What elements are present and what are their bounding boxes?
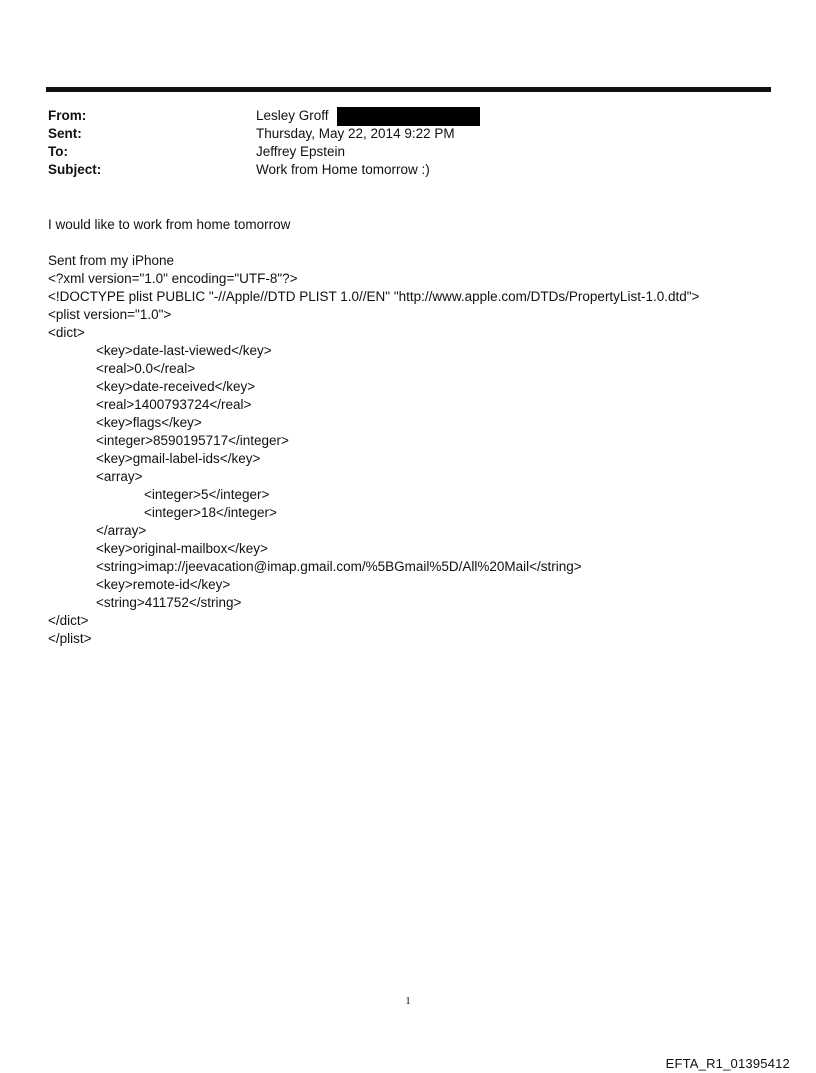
from-row: [48, 107, 748, 125]
xml-dict-close: </dict>: [48, 613, 89, 628]
paragraph-gap: [48, 234, 788, 252]
xml-line: <string>411752</string>: [96, 595, 242, 610]
xml-line: <key>date-last-viewed</key>: [96, 343, 272, 358]
to-row: [48, 143, 748, 161]
xml-line: <key>remote-id</key>: [96, 577, 231, 592]
from-value-wrap: [256, 107, 480, 125]
subject-value: Work from Home tomorrow :): [256, 162, 430, 177]
email-header: [48, 107, 748, 179]
sent-label: Sent:: [48, 126, 82, 141]
xml-dict-open: <dict>: [48, 325, 85, 340]
xml-array-open: <array>: [96, 469, 143, 484]
xml-line: <real>0.0</real>: [96, 361, 196, 376]
xml-line: <integer>5</integer>: [144, 487, 270, 502]
message-text: I would like to work from home tomorrow: [48, 217, 291, 232]
redaction-box: [337, 107, 480, 126]
from-value: Lesley Groff: [256, 108, 329, 123]
subject-row: [48, 161, 748, 179]
to-label: To:: [48, 144, 68, 159]
xml-doctype: <!DOCTYPE plist PUBLIC "-//Apple//DTD PLIST 1.0//EN" "http://www.apple.com/DTDs/PropertyList-1.0.dtd">: [48, 289, 700, 304]
from-label: From:: [48, 108, 87, 123]
xml-line: <real>1400793724</real>: [96, 397, 252, 412]
xml-line: <string>imap://jeevacation@imap.gmail.com/%5BGmail%5D/All%20Mail</string>: [96, 559, 582, 574]
subject-label: Subject:: [48, 162, 102, 177]
xml-array-close: </array>: [96, 523, 147, 538]
xml-line: <integer>18</integer>: [144, 505, 277, 520]
page-number: 1: [405, 995, 411, 1007]
xml-line: <key>gmail-label-ids</key>: [96, 451, 261, 466]
email-body: [48, 216, 788, 648]
document-id: EFTA_R1_01395412: [665, 1056, 790, 1071]
xml-declaration: <?xml version="1.0" encoding="UTF-8"?>: [48, 271, 298, 286]
xml-plist-close: </plist>: [48, 631, 92, 646]
signature-text: Sent from my iPhone: [48, 253, 175, 268]
xml-plist-open: <plist version="1.0">: [48, 307, 172, 322]
xml-line: <key>date-received</key>: [96, 379, 256, 394]
xml-line: <key>flags</key>: [96, 415, 202, 430]
top-divider: [46, 87, 771, 92]
xml-line: <integer>8590195717</integer>: [96, 433, 289, 448]
to-value: Jeffrey Epstein: [256, 144, 346, 159]
sent-value: Thursday, May 22, 2014 9:22 PM: [256, 126, 455, 141]
xml-line: <key>original-mailbox</key>: [96, 541, 268, 556]
sent-row: [48, 125, 748, 143]
